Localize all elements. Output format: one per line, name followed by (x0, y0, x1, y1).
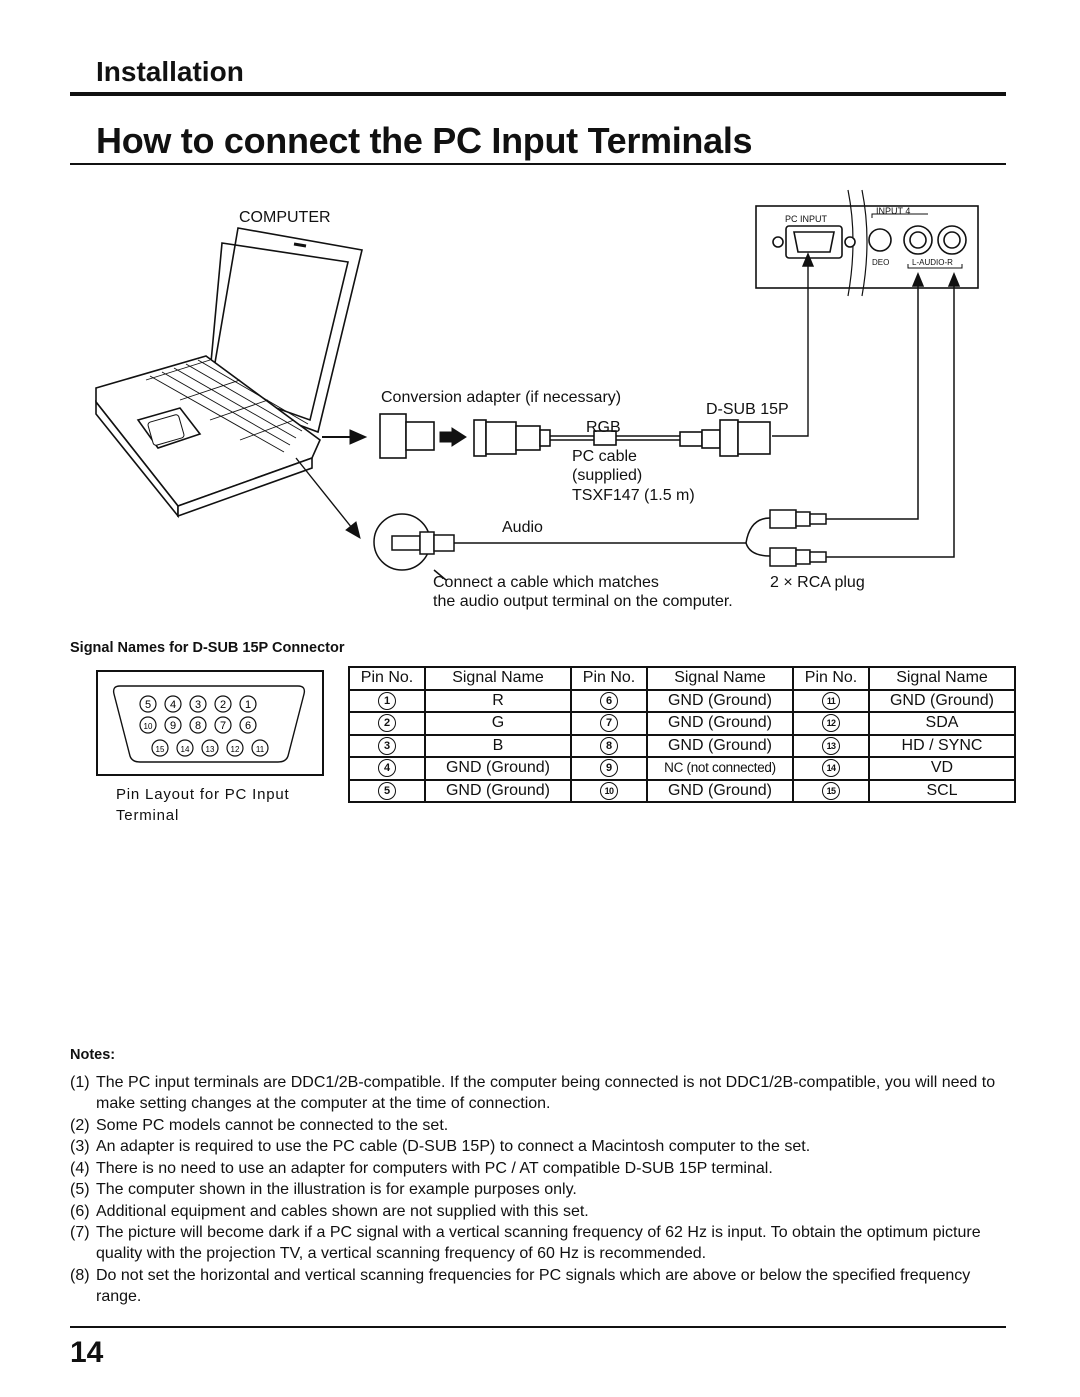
pc-cable-supplied: (supplied) (572, 467, 643, 484)
signal-name-cell: GND (Ground) (647, 712, 793, 735)
pin-label: 13 (205, 745, 215, 754)
note-number: (1) (70, 1074, 90, 1091)
note-text: The picture will become dark if a PC signal with a vertical scanning frequency of 62 Hz is input. To obtain the optimum picture quality with the projection TV, a vertical scanning frequency of 60 Hz is recommended. (96, 1224, 981, 1262)
pin-number-cell (349, 712, 425, 735)
note-item (70, 1179, 1010, 1200)
pin-number-cell (793, 735, 869, 758)
pin-number-cell (793, 712, 869, 735)
pin-number: 11 (822, 692, 840, 710)
pc-input-label: PC INPUT (785, 214, 828, 224)
pin-number-cell (571, 780, 647, 803)
dsub-label: D-SUB 15P (706, 401, 789, 418)
pin-label: 9 (169, 720, 177, 732)
pin-label: 14 (180, 745, 190, 754)
pin-number: 1 (378, 692, 396, 710)
pin-label: 12 (230, 745, 240, 754)
note-number: (6) (70, 1202, 90, 1220)
signal-name-cell: SCL (869, 780, 1015, 803)
pin-label: 5 (144, 699, 152, 711)
pin-number: 6 (600, 692, 618, 710)
pin-label: 10 (143, 722, 153, 731)
laptop-illustration (96, 228, 362, 516)
page-number: 14 (70, 1336, 104, 1369)
pin-layout-box (96, 670, 324, 776)
signal-name-cell: G (425, 712, 571, 735)
pin-label: 6 (244, 720, 252, 732)
pin-label: 11 (255, 745, 265, 754)
audio-cable (374, 274, 959, 580)
note-number: (7) (70, 1224, 90, 1241)
pin-number: 2 (378, 714, 396, 732)
pin-label: 7 (219, 720, 227, 732)
pin-number-cell (793, 780, 869, 803)
signal-heading: Signal Names for D-SUB 15P Connector (70, 640, 345, 656)
table-row (349, 735, 1015, 758)
pin-number-cell (571, 757, 647, 780)
pin-number-cell (349, 757, 425, 780)
pin-number: 13 (822, 737, 840, 755)
pin-number-cell (571, 735, 647, 758)
note-item (70, 1136, 1010, 1157)
pin-number: 14 (822, 759, 840, 777)
note-item (70, 1265, 1010, 1307)
notes-list (70, 1072, 1010, 1307)
pin-number-cell (349, 735, 425, 758)
signal-name-cell: SDA (869, 712, 1015, 735)
pin-number-cell (571, 690, 647, 713)
pin-number: 9 (600, 759, 618, 777)
signal-name-cell: GND (Ground) (425, 780, 571, 803)
pin-number-cell (571, 712, 647, 735)
signal-name-cell: HD / SYNC (869, 735, 1015, 758)
notes-title: Notes: (70, 1047, 116, 1063)
signal-name-cell: GND (Ground) (647, 780, 793, 803)
pin-label: 8 (194, 720, 202, 732)
pin-label: 15 (155, 745, 165, 754)
pin-layout-caption (116, 784, 326, 826)
table-header-row (349, 667, 1015, 690)
connection-diagram (0, 0, 1080, 640)
header-signal: Signal Name (647, 667, 793, 690)
audio-lr-label: L-AUDIO-R (912, 258, 953, 267)
header-pin: Pin No. (349, 667, 425, 690)
table-row (349, 780, 1015, 803)
note-number: (5) (70, 1181, 90, 1198)
signal-name-cell: GND (Ground) (647, 690, 793, 713)
note-text: There is no need to use an adapter for computers with PC / AT compatible D-SUB 15P terminal. (96, 1159, 773, 1177)
note-number: (3) (70, 1138, 90, 1155)
pin-label: 3 (194, 699, 202, 711)
pin-number: 5 (378, 782, 396, 800)
pin-label: 2 (219, 699, 227, 711)
note-item (70, 1222, 1010, 1264)
pin-label: 1 (244, 699, 252, 711)
pin-number: 3 (378, 737, 396, 755)
pin-number-cell (793, 690, 869, 713)
note-text: The PC input terminals are DDC1/2B-compatible. If the computer being connected is not DDC1/2B-compatible, you will need to make setting changes at the computer at the time of connection. (96, 1074, 996, 1112)
pin-label: 4 (169, 699, 177, 711)
signal-name-cell: GND (Ground) (647, 735, 793, 758)
pin-number-cell (349, 690, 425, 713)
note-text: Do not set the horizontal and vertical scanning frequencies for PC signals which are above or below the specified frequency range. (96, 1266, 971, 1305)
note-item (70, 1201, 1010, 1222)
page-title: How to connect the PC Input Terminals (96, 120, 753, 161)
tv-terminal-panel (756, 190, 978, 296)
note-item (70, 1115, 1010, 1136)
header-pin: Pin No. (571, 667, 647, 690)
signal-name-cell: B (425, 735, 571, 758)
pc-cable-label: PC cable (572, 448, 637, 465)
footer-rule (70, 1326, 1006, 1328)
input4-label: INPUT 4 (876, 206, 911, 216)
section-title: Installation (96, 56, 244, 87)
note-number: (4) (70, 1159, 90, 1177)
signal-name-cell: GND (Ground) (425, 757, 571, 780)
header-pin: Pin No. (793, 667, 869, 690)
signal-name-cell: VD (869, 757, 1015, 780)
pin-number: 12 (822, 714, 840, 732)
pin-number: 8 (600, 737, 618, 755)
signal-name-cell: R (425, 690, 571, 713)
note-text: Additional equipment and cables shown are not supplied with this set. (96, 1202, 589, 1220)
signal-name-cell: GND (Ground) (869, 690, 1015, 713)
note-number: (2) (70, 1116, 90, 1134)
note-text: Some PC models cannot be connected to the set. (96, 1116, 449, 1134)
video-label: DEO (872, 258, 890, 267)
pc-cable-model: TSXF147 (1.5 m) (572, 487, 695, 504)
table-row (349, 690, 1015, 713)
pin-number-cell (349, 780, 425, 803)
connect-note-line2: the audio output terminal on the computer. (433, 593, 733, 610)
pin-number: 4 (378, 759, 396, 777)
note-text: An adapter is required to use the PC cable (D-SUB 15P) to connect a Macintosh computer to the set. (96, 1138, 811, 1155)
computer-label: COMPUTER (239, 209, 331, 226)
note-number: (8) (70, 1266, 90, 1284)
pin-number-cell (793, 757, 869, 780)
pin-caption-line1: Pin Layout for PC Input (116, 786, 290, 803)
table-row (349, 757, 1015, 780)
note-text: The computer shown in the illustration is for example purposes only. (96, 1181, 577, 1198)
pin-number: 7 (600, 714, 618, 732)
note-item (70, 1072, 1010, 1114)
rca-label: 2 × RCA plug (770, 574, 865, 591)
dsub-pin-diagram (98, 672, 322, 774)
connect-note-line1: Connect a cable which matches (433, 574, 659, 591)
signal-name-cell: NC (not connected) (647, 757, 793, 780)
adapter-label: Conversion adapter (if necessary) (381, 389, 622, 406)
rgb-label: RGB (586, 419, 621, 436)
header-signal: Signal Name (869, 667, 1015, 690)
note-item (70, 1158, 1010, 1179)
table-row (349, 712, 1015, 735)
pin-number: 10 (600, 782, 618, 800)
audio-label: Audio (502, 519, 543, 536)
pin-caption-line2: Terminal (116, 807, 180, 824)
pin-number: 15 (822, 782, 840, 800)
header-signal: Signal Name (425, 667, 571, 690)
signal-table (348, 666, 1016, 803)
